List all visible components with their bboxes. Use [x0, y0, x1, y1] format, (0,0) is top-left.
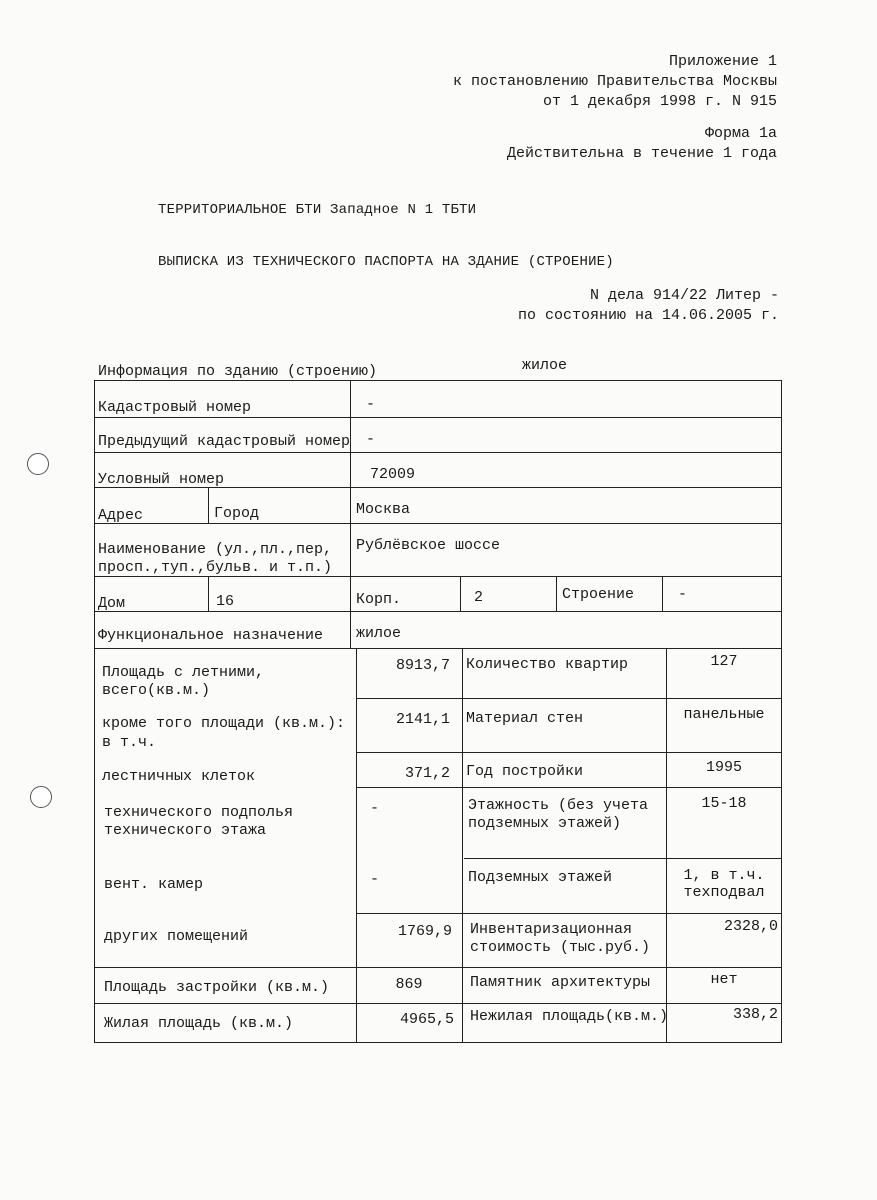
street-label-line2: просп.,туп.,бульв. и т.п.)	[98, 559, 333, 576]
row-divider	[94, 523, 782, 524]
row-divider	[464, 858, 782, 859]
appendix-line: Приложение 1	[668, 53, 777, 70]
row-divider	[356, 787, 782, 788]
row-divider	[356, 698, 782, 699]
street-label-line1: Наименование (ул.,пл.,пер,	[98, 541, 333, 558]
conditional-number-value: 72009	[370, 466, 416, 483]
validity-line: Действительна в течение 1 года	[506, 145, 777, 162]
case-info	[518, 286, 779, 326]
row-divider	[94, 417, 782, 418]
extra-area-value: 2141,1	[395, 711, 450, 728]
floors-label-line1: Этажность (без учета	[468, 797, 649, 814]
cadastral-value: -	[366, 396, 376, 413]
punch-hole-bottom	[30, 786, 52, 808]
floors-value: 15-18	[701, 795, 747, 812]
stairs-label: лестничных клеток	[102, 768, 256, 785]
korpus-value: 2	[474, 589, 484, 606]
col-divider	[350, 380, 351, 648]
row-divider	[94, 967, 782, 968]
info-value: жилое	[522, 357, 568, 374]
vent-value: -	[370, 871, 380, 888]
conditional-number-label: Условный номер	[98, 471, 225, 488]
row-divider	[356, 913, 782, 914]
info-label: Информация по зданию (строению)	[98, 363, 378, 380]
build-year-value: 1995	[705, 759, 742, 776]
living-area-label: Жилая площадь (кв.м.)	[104, 1015, 294, 1032]
prev-cadastral-value: -	[366, 431, 376, 448]
row-divider	[94, 1003, 782, 1004]
col-divider	[460, 576, 461, 611]
house-label: Дом	[98, 595, 126, 612]
extra-area-label-line1: кроме того площади (кв.м.):	[102, 715, 346, 732]
footprint-value: 869	[395, 976, 423, 993]
underground-label: Подземных этажей	[468, 869, 613, 886]
apartments-value: 127	[710, 653, 738, 670]
building-value: -	[678, 586, 688, 603]
state-date-line: по состоянию на 14.06.2005 г.	[517, 307, 779, 324]
row-divider	[94, 648, 782, 649]
wall-material-label: Материал стен	[466, 710, 584, 727]
tech-floor-label-line1: технического подполья	[104, 804, 294, 821]
footprint-label: Площадь застройки (кв.м.)	[104, 979, 330, 996]
build-year-label: Год постройки	[466, 763, 584, 780]
city-value: Москва	[356, 501, 411, 518]
decree-line: к постановлению Правительства Москвы	[452, 73, 777, 90]
punch-hole-top	[27, 453, 49, 475]
table-border-top	[94, 380, 782, 381]
inventory-label-line1: Инвентаризационная	[470, 921, 633, 938]
cadastral-label: Кадастровый номер	[98, 399, 252, 416]
row-divider	[94, 452, 782, 453]
building-info-table	[94, 380, 782, 1043]
inventory-value: 2328,0	[723, 918, 778, 935]
nonliving-area-label: Нежилая площадь(кв.м.)	[470, 1008, 669, 1025]
tech-floor-value: -	[370, 800, 380, 817]
form-info	[507, 124, 777, 164]
floors-label-line2: подземных этажей)	[468, 815, 622, 832]
other-rooms-value: 1769,9	[397, 923, 452, 940]
other-rooms-label: других помещений	[104, 928, 249, 945]
vent-label: вент. камер	[104, 876, 204, 893]
table-border-bottom	[94, 1042, 782, 1043]
house-value: 16	[216, 593, 235, 610]
bti-name: ТЕРРИТОРИАЛЬНОЕ БТИ Западное N 1 ТБТИ	[158, 202, 477, 218]
street-value: Рублёвское шоссе	[356, 537, 501, 554]
city-label: Город	[214, 505, 260, 522]
tech-floor-label-line2: технического этажа	[104, 822, 267, 839]
total-area-value: 8913,7	[395, 657, 450, 674]
korpus-label: Корп.	[356, 591, 402, 608]
underground-value-line1: 1, в т.ч.	[683, 867, 765, 884]
address-label: Адрес	[98, 507, 144, 524]
col-divider	[556, 576, 557, 611]
col-divider	[462, 648, 463, 1043]
monument-label: Памятник архитектуры	[470, 974, 651, 991]
prev-cadastral-label: Предыдущий кадастровый номер	[98, 433, 351, 450]
total-area-label-line2: всего(кв.м.)	[102, 682, 211, 699]
function-value: жилое	[356, 625, 402, 642]
extra-area-label-line2: в т.ч.	[102, 734, 157, 751]
underground-value-line2: техподвал	[683, 884, 765, 901]
decree-reference	[453, 52, 777, 112]
col-divider	[208, 576, 209, 611]
decree-date-line: от 1 декабря 1998 г. N 915	[542, 93, 777, 110]
table-border-left	[94, 380, 95, 1043]
monument-value: нет	[710, 971, 738, 988]
document-title: ВЫПИСКА ИЗ ТЕХНИЧЕСКОГО ПАСПОРТА НА ЗДАНИЕ (СТРОЕНИЕ)	[158, 254, 614, 270]
row-divider	[356, 752, 782, 753]
living-area-value: 4965,5	[399, 1011, 454, 1028]
building-label: Строение	[562, 586, 635, 603]
col-divider	[662, 576, 663, 611]
stairs-value: 371,2	[404, 765, 450, 782]
case-number-line: N дела 914/22 Литер -	[589, 287, 779, 304]
wall-material-value: панельные	[683, 706, 765, 723]
form-number: Форма 1а	[704, 125, 777, 142]
total-area-label-line1: Площадь с летними,	[102, 664, 265, 681]
function-label: Функциональное назначение	[98, 627, 324, 644]
col-divider	[208, 487, 209, 523]
nonliving-area-value: 338,2	[732, 1006, 778, 1023]
apartments-label: Количество квартир	[466, 656, 629, 673]
row-divider	[94, 611, 782, 612]
inventory-label-line2: стоимость (тыс.руб.)	[470, 939, 651, 956]
